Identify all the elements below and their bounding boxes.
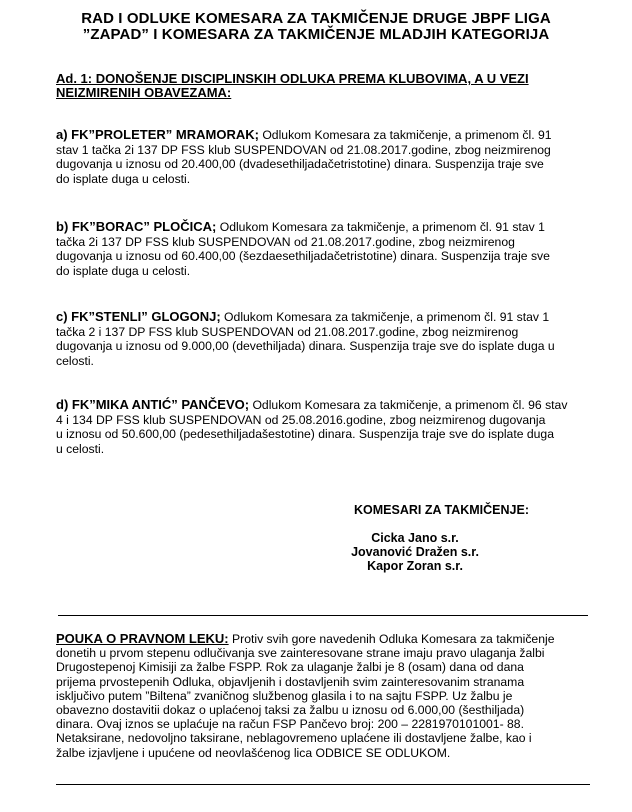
legal-notice-line: žalbe izjavljene i upućene od neovlašćenog lica ODBICE SE ODLUKOM. — [56, 745, 451, 760]
decision-text-line: do isplate duga u celosti. — [56, 263, 191, 278]
section-heading-line-1: Ad. 1: DONOŠENJE DISCIPLINSKIH ODLUKA PREMA KLUBOVIMA, A U VEZI — [56, 71, 529, 86]
decision-text-line: dugovanja u iznosu od 9.000,00 (devethiljada) dinara. Suspenzija traje sve do isplate duga u — [56, 339, 555, 354]
legal-notice-line: isključivo putem ”Biltena” zvaničnog službenog glasila i to na sajtu FSPP. Uz žalbu je — [56, 688, 513, 703]
signer-name: Cicka Jano s.r. — [371, 531, 459, 545]
decision-text-line: stav 1 tačka 2i 137 DP FSS klub SUSPENDOVAN od 21.08.2017.godine, zbog neizmirenog — [56, 142, 551, 157]
signer-name: Jovanović Dražen s.r. — [351, 545, 479, 560]
document-title-line-2: ”ZAPAD” I KOMESARA ZA TAKMIČENJE MLADJIH KATEGORIJA — [82, 26, 550, 43]
legal-notice — [56, 632, 596, 760]
decision-text-line: Odlukom Komesara za takmičenje, a primenom čl. 91 stav 1 — [220, 310, 550, 324]
decision-club-name: a) FK”PROLETER” MRAMORAK; — [56, 127, 259, 142]
decision-text-line: Odlukom Komesara za takmičenje, a primenom čl. 96 stav — [249, 398, 568, 412]
decision-paragraph-b — [56, 220, 596, 278]
decision-text-line: tačka 2 i 137 DP FSS klub SUSPENDOVAN od 21.08.2017.godine, zbog neizmirenog — [56, 324, 519, 339]
decision-text-line: Odlukom Komesara za takmičenje, a primenom čl. 91 stav 1 — [216, 220, 545, 234]
horizontal-rule-bottom — [56, 784, 590, 785]
decision-paragraph-c — [56, 310, 596, 368]
legal-notice-line: Protiv svih gore navedenih Odluka Komesara za takmičenje — [228, 632, 555, 646]
decision-text-line: tačka 2i 137 DP FSS klub SUSPENDOVAN od 21.08.2017.godine, zbog neizmirenog — [56, 234, 515, 249]
decision-club-name: c) FK”STENLI” GLOGONJ; — [56, 309, 221, 324]
signature-heading: KOMESARI ZA TAKMIČENJE: — [354, 503, 529, 517]
decision-club-name: d) FK”MIKA ANTIĆ” PANČEVO; — [56, 397, 250, 412]
legal-notice-label: POUKA O PRAVNOM LEKU: — [56, 631, 229, 646]
section-heading — [56, 72, 576, 100]
legal-notice-line: donetih u prvom stepenu odlučivanja sve zainteresovane strane imaju pravo ulaganja žalbi — [56, 646, 545, 661]
signer-name: Kapor Zoran s.r. — [367, 559, 463, 574]
decision-text-line: u iznosu od 50.600,00 (pedesethiljadašestotine) dinara. Suspenzija traje sve do isplate duga — [56, 427, 554, 442]
decision-text-line: Odlukom Komesara za takmičenje, a primenom čl. 91 — [258, 128, 552, 142]
document-title-line-1: RAD I ODLUKE KOMESARA ZA TAKMIČENJE DRUGE JBPF LIGA — [81, 10, 551, 27]
legal-notice-line: dinara. Ovaj iznos se uplaćuje na račun FSP Pančevo broj: 200 – 2281970101001- 88. — [56, 717, 524, 732]
decision-text-line: dugovanja u iznosu od 20.400,00 (dvadesethiljadačetristotine) dinara. Suspenzija traje sve — [56, 157, 544, 172]
decision-text-line: dugovanja u iznosu od 60.400,00 (šezdaesethiljadačetristotine) dinara. Suspenzija traje sve — [56, 249, 550, 264]
decision-text-line: celosti. — [56, 353, 94, 368]
decision-club-name: b) FK”BORAC” PLOČICA; — [56, 219, 217, 234]
signature-block — [300, 531, 530, 574]
decision-text-line: u celosti. — [56, 441, 105, 456]
legal-notice-line: Netaksirane, nedovoljno taksirane, neblagovremeno uplaćene ili dostavljene žalbe, kao i — [56, 731, 532, 746]
legal-notice-line: obavezno dostavitii dokaz o uplaćenoj taksi za žalbu u iznosu od 6.000,00 (šesthiljada) — [56, 703, 525, 718]
decision-paragraph-d — [56, 398, 596, 456]
section-heading-line-2: NEIZMIRENIH OBAVEZAMA: — [56, 85, 232, 100]
decision-text-line: do isplate duga u celosti. — [56, 171, 191, 186]
horizontal-rule — [58, 615, 588, 616]
decision-text-line: 4 i 134 DP FSS klub SUSPENDOVAN od 25.08.2016.godine, zbog neizmirenog dugovanja — [56, 412, 546, 427]
decision-paragraph-a — [56, 128, 596, 186]
legal-notice-line: prijema prvostepenih Odluka, objavljenih i dostavljenih svim zainteresovanim stranama — [56, 674, 525, 689]
legal-notice-line: Drugostepenoj Kimisiji za žalbe FSPP. Rok za ulaganje žalbi je 8 (osam) dana od dana — [56, 660, 524, 675]
